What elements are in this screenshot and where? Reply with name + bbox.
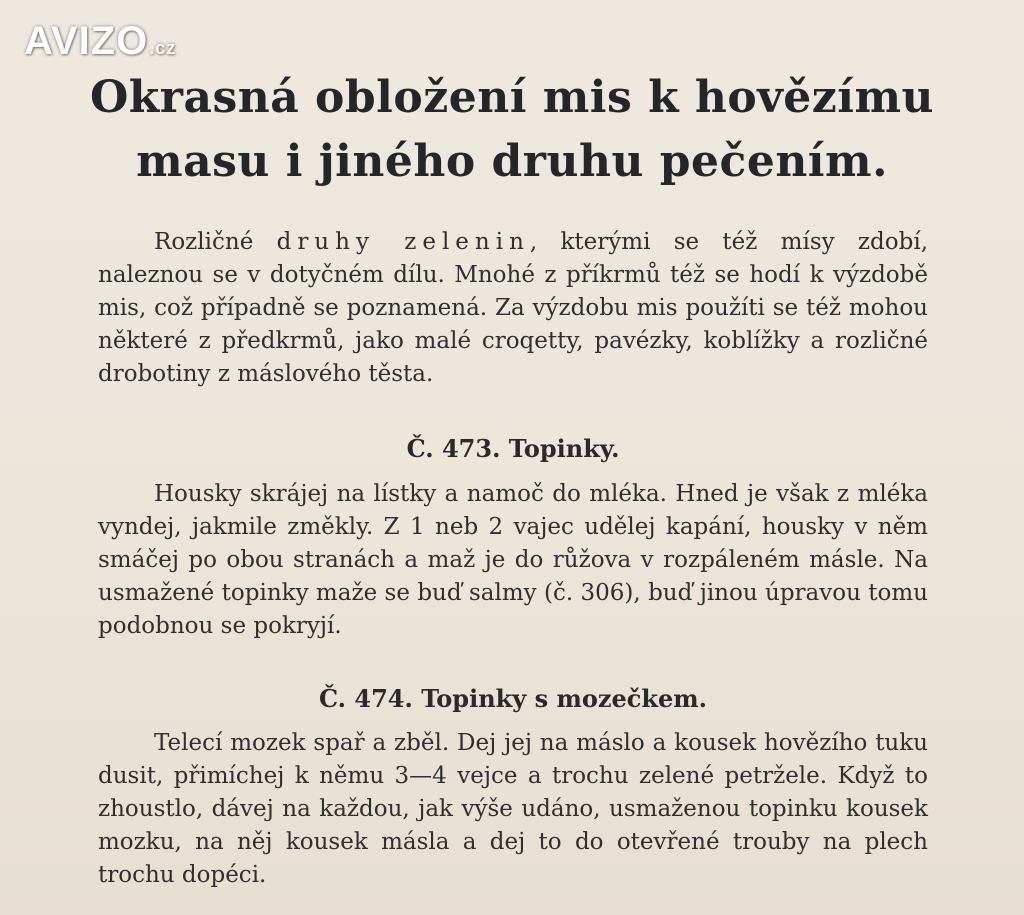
intro-paragraph: [98, 226, 928, 391]
recipe-474-number: Č. 474.: [318, 684, 413, 713]
title-line-1: Okrasná obložení mis k hovězímu: [89, 72, 935, 123]
watermark-logo: [24, 16, 176, 73]
recipe-473-text: Housky skrájej na lístky a namoč do mléka. Hned je však z mléka vyndej, jakmile změkly. Z 1 neb 2 vajec udělej kapání, housky v něm smáčej po obou stranách a maž je do růžova v rozpáleném másle. Na usmažené topinky maže se buď salmy (č. 306), buď jinou úpravou tomu podobnou se pokryjí.: [98, 481, 928, 639]
recipe-474-heading: [98, 682, 928, 716]
title-line-2: masu i jiného druhu pečením.: [136, 136, 888, 187]
watermark-tld: .cz: [149, 38, 177, 58]
recipe-474-text: Telecí mozek spař a zběl. Dej jej na máslo a kousek hovězího tuku dusit, přimíchej k němu 3—4 vejce a trochu zelené petržele. Když to zhoustlo, dávej na každou, jak výše udáno, usmaženou topinku kousek mozku, na něj kousek másla a dej to do otevřené trouby na plech trochu dopéci.: [98, 730, 928, 888]
watermark-brand: AVIZO: [24, 19, 149, 63]
recipe-473-number: Č. 473.: [406, 434, 501, 463]
recipe-473-heading: [98, 432, 928, 466]
recipe-473-name: Topinky.: [508, 434, 620, 463]
intro-spaced-text: druhy zelenin: [276, 229, 530, 255]
recipe-474-name: Topinky s mozečkem.: [421, 684, 708, 713]
intro-text-2: , kterými se též mísy zdobí, naleznou se v dotyčném dílu. Mnohé z příkrmů též se hodí k výzdobě mis, což případně se poznamená. Za výzdobu mis použíti se též mohou některé z předkrmů, jako malé croqetty, pavézky, koblížky a rozličné drobotiny z máslového těsta.: [98, 229, 928, 387]
intro-text-1: Rozličné: [154, 229, 277, 255]
page-title: [60, 66, 964, 194]
